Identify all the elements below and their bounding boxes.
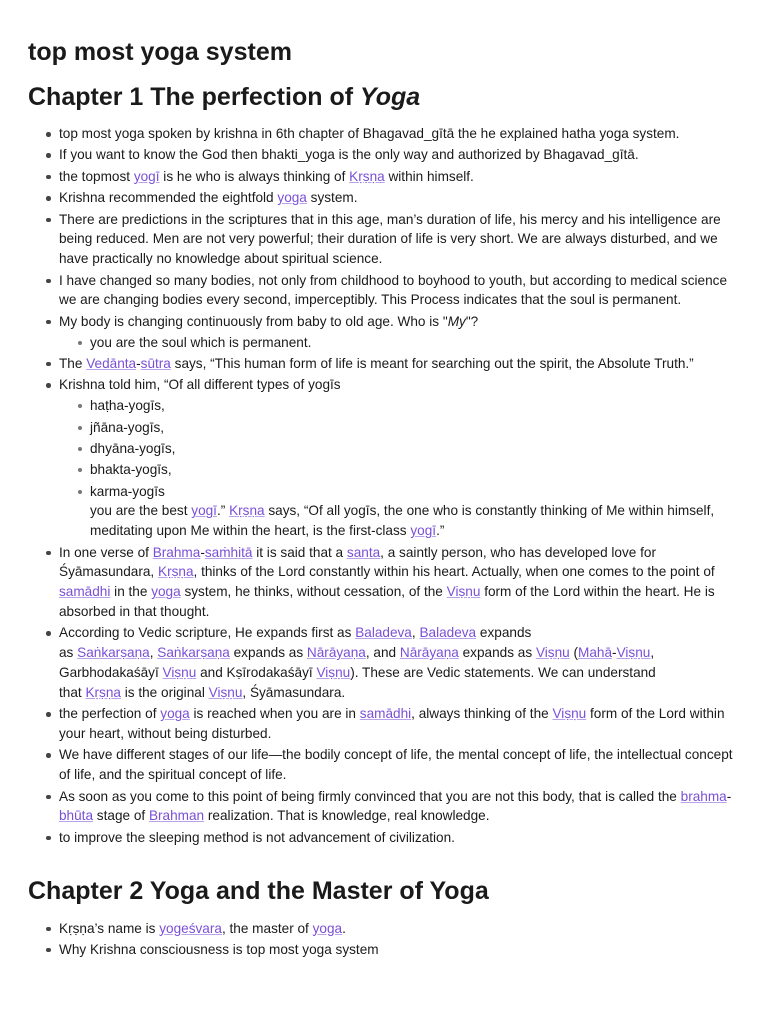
text-run: stage of [93, 808, 149, 824]
text-run: karma-yogīs [90, 483, 165, 499]
text-run: system. [306, 190, 358, 206]
text-run: "? [465, 313, 479, 329]
text-run: Kṛṣṇa’s name is [59, 920, 160, 936]
text-run: Krishna recommended the eightfold [59, 190, 278, 206]
list-item [59, 124, 740, 144]
text-run: Garbhodakaśāyī [59, 665, 163, 681]
text-run: haṭha-yogīs, [90, 398, 165, 414]
list-item [59, 704, 740, 744]
list-item [59, 919, 740, 939]
glossary-link[interactable]: samādhi [359, 706, 412, 722]
text-run: in the [110, 584, 152, 600]
text-run: within himself. [384, 168, 474, 184]
list-item [59, 271, 740, 311]
text-run: expands as [458, 645, 536, 661]
text-run: , thinks of the Lord constantly within his heart. Actually, when one comes to the point of [193, 564, 715, 580]
glossary-link[interactable]: brahma [680, 788, 727, 804]
text-run: is he who is always thinking of [159, 168, 350, 184]
chapter-2-list [28, 919, 740, 960]
text-run: , the master of [221, 920, 313, 936]
glossary-link[interactable]: Viṣṇu [316, 665, 351, 681]
list-item [59, 375, 740, 541]
glossary-link[interactable]: yoga [160, 706, 190, 722]
text-run: ( [569, 645, 579, 661]
glossary-link[interactable]: Nārāyaṇa [306, 645, 366, 661]
text-run: that [59, 684, 86, 700]
text-run: says, “Of all yogīs, the one who is constantly thinking of Me within himself, meditating upon Me within the heart, is the first-class [90, 503, 715, 539]
glossary-link[interactable]: Viṣṇu [208, 684, 243, 700]
list-item [59, 188, 740, 208]
text-run: expands [476, 625, 532, 641]
text-run: , [411, 625, 420, 641]
text-run: , [149, 645, 158, 661]
sub-list-item [90, 439, 740, 459]
text-run: you are the best [90, 503, 192, 519]
text-run: top most yoga spoken by krishna in 6th chapter of Bhagavad_gītā the he explained hatha yoga system. [59, 126, 680, 141]
glossary-link[interactable]: yogeśvara [159, 920, 222, 936]
glossary-link[interactable]: Viṣṇu [162, 665, 197, 681]
text-run: you are the soul which is permanent. [90, 334, 312, 350]
glossary-link[interactable]: Mahā [578, 645, 613, 661]
glossary-link[interactable]: yogī [410, 523, 437, 539]
text-run: My body is changing continuously from baby to old age. Who is " [59, 313, 448, 329]
glossary-link[interactable]: Baladeva [419, 625, 477, 641]
list-item [59, 354, 740, 374]
text-run: system, he thinks, without cessation, of the [180, 584, 447, 600]
list-item [59, 940, 740, 960]
text-run: to improve the sleeping method is not advancement of civilization. [59, 829, 455, 845]
page-title: top most yoga system [28, 38, 292, 66]
text-run: Why Krishna consciousness is top most yoga system [59, 941, 379, 957]
glossary-link[interactable]: Kṛṣṇa [229, 503, 265, 519]
chapter-1-list [28, 124, 740, 848]
text-run: , [650, 645, 655, 661]
text-run: form of the Lord within the heart. He is absorbed in that thought. [59, 584, 715, 620]
glossary-link[interactable]: yoga [312, 920, 343, 936]
sub-list [59, 333, 740, 353]
glossary-link[interactable]: bhūta [59, 808, 94, 824]
text-run: . [342, 920, 346, 936]
glossary-link[interactable]: Kṛṣṇa [158, 564, 194, 580]
glossary-link[interactable]: yogī [191, 503, 217, 519]
text-run: and Kṣīrodakaśāyī [196, 665, 317, 681]
text-run: is the original [120, 684, 209, 700]
list-item [59, 210, 740, 269]
text-run: expands as [229, 645, 307, 661]
text-run: There are predictions in the scriptures that in this age, man’s duration of life, his mercy and his intelligence are being reduced. Men are not very powerful; their duration of life is very short. We are always disturbed, and we have practically no knowledge about spiritual science. [59, 211, 721, 267]
text-run: , and [365, 645, 400, 661]
chapter-1-heading [28, 83, 740, 111]
text-run: ). These are Vedic statements. We can understand [350, 665, 656, 681]
glossary-link[interactable]: Viṣṇu [616, 645, 651, 661]
text-run: says, “This human form of life is meant for searching out the spirit, the Absolute Truth.” [170, 355, 694, 371]
list-item [59, 145, 740, 165]
text-run: I have changed so many bodies, not only from childhood to boyhood to youth, but according to medical science we are changing bodies every second, imperceptibly. This Process indicates that the soul is permanent. [59, 272, 728, 308]
text-run: If you want to know the God then bhakti_yoga is the only way and authorized by Bhagavad_gītā. [59, 147, 639, 163]
text-run: realization. That is knowledge, real knowledge. [204, 808, 490, 824]
sub-list-item [90, 482, 740, 541]
text-run: as [59, 645, 78, 661]
text-run: form of the Lord within your heart, without being disturbed. [59, 706, 725, 742]
text-run: the topmost [59, 168, 134, 184]
text-run: it is said that a [252, 544, 347, 560]
glossary-link[interactable]: Brahman [148, 808, 205, 824]
glossary-link[interactable]: yoga [151, 584, 181, 600]
text-run: .” [216, 503, 230, 519]
text-run: , a saintly person, who has developed love for Śyāmasundara, [59, 544, 656, 580]
glossary-link[interactable]: santa [346, 544, 381, 560]
text-run: is reached when you are in [189, 706, 360, 722]
list-item [59, 828, 740, 848]
text-run: - [136, 355, 141, 371]
list-item [59, 543, 740, 622]
text-run: - [200, 544, 205, 560]
glossary-link[interactable]: samādhi [59, 584, 111, 600]
glossary-link[interactable]: yogī [133, 168, 160, 184]
glossary-link[interactable]: Nārāyaṇa [399, 645, 459, 661]
text-run: We have different stages of our life—the bodily concept of life, the mental concept of life, the intellectual concept of life, and the spiritual concept of life. [59, 747, 733, 783]
text-run: As soon as you come to this point of being firmly convinced that you are not this body, that is called the [59, 788, 681, 804]
glossary-link[interactable]: Vedānta [86, 355, 137, 371]
glossary-link[interactable]: Viṣṇu [446, 584, 481, 600]
chapter-1-heading-emphasis: Yoga [359, 83, 421, 111]
glossary-link[interactable]: Brahma [152, 544, 201, 560]
text-run: dhyāna-yogīs, [90, 440, 176, 456]
glossary-link[interactable]: Viṣṇu [535, 645, 570, 661]
chapter-2-heading: Chapter 2 Yoga and the Master of Yoga [28, 876, 489, 905]
text-run: Krishna told him, “Of all different types of yogīs [59, 377, 341, 393]
text-run: , always thinking of the [411, 706, 553, 722]
text-run: jñāna-yogīs, [90, 419, 165, 435]
sub-list [59, 396, 740, 541]
text-run: .” [436, 523, 445, 539]
text-run: According to Vedic scripture, He expands first as [59, 625, 356, 641]
list-item [59, 745, 740, 785]
text-run: - [726, 788, 732, 804]
list-item [59, 787, 740, 827]
list-item [59, 312, 740, 353]
chapter-1-heading-text: Chapter 1 The perfection of [28, 83, 360, 111]
text-run: , Śyāmasundara. [242, 684, 346, 700]
glossary-link[interactable]: Viṣṇu [552, 706, 587, 722]
glossary-link[interactable]: yoga [277, 190, 307, 206]
glossary-link[interactable]: Kṛṣṇa [349, 168, 385, 184]
text-run: In one verse of [59, 544, 153, 560]
emphasis-text: My [447, 313, 466, 329]
list-item [59, 623, 740, 702]
sub-list-item [90, 333, 740, 353]
sub-list-item [90, 396, 740, 416]
glossary-link[interactable]: Kṛṣṇa [85, 684, 121, 700]
text-run: The [59, 355, 87, 371]
text-run: bhakta-yogīs, [90, 462, 172, 478]
glossary-link[interactable]: Baladeva [355, 625, 412, 641]
sub-list-item [90, 460, 740, 480]
glossary-link[interactable]: Saṅkarṣaṇa [77, 645, 150, 661]
glossary-link[interactable]: saṁhitā [204, 544, 253, 560]
text-run: - [612, 645, 617, 661]
glossary-link[interactable]: sūtra [140, 355, 171, 371]
list-item [59, 167, 740, 187]
sub-list-item [90, 418, 740, 438]
text-run: the perfection of [59, 706, 161, 722]
glossary-link[interactable]: Saṅkarṣaṇa [157, 645, 230, 661]
